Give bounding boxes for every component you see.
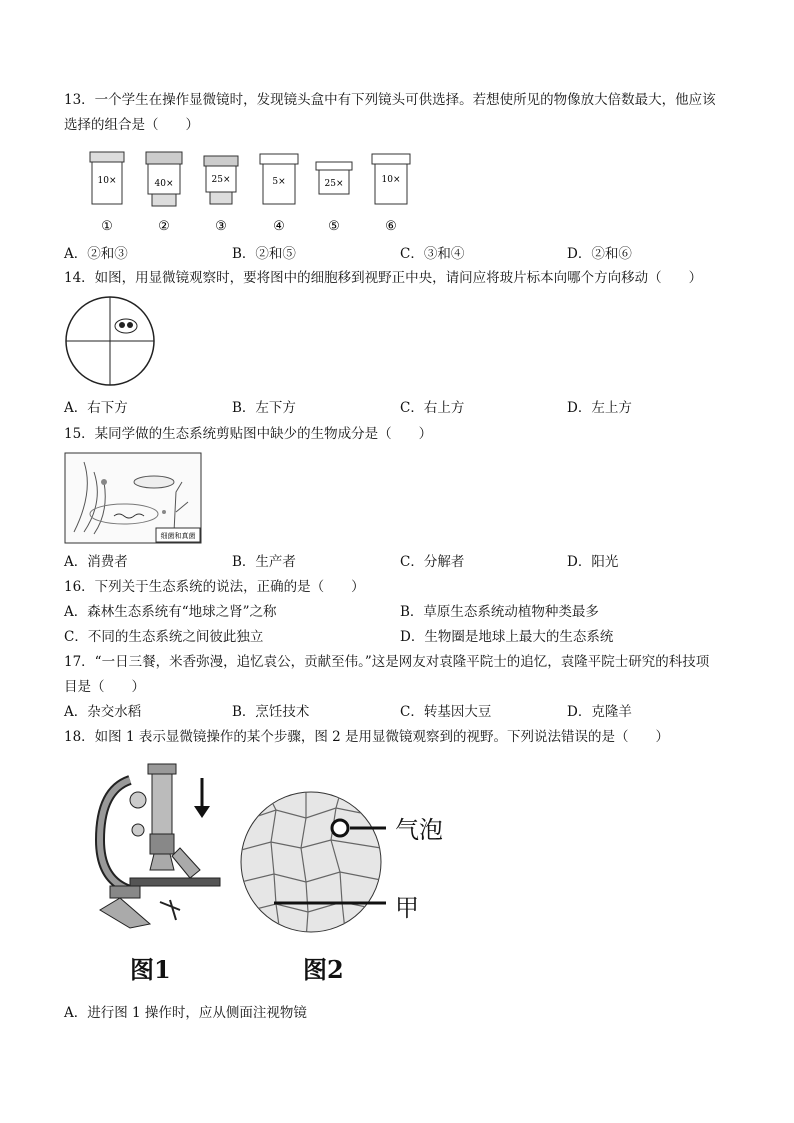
- bubble-icon: [332, 820, 348, 836]
- down-arrow-icon: [194, 778, 210, 818]
- lens-set-figure: [80, 148, 440, 238]
- fig2-label: 图2: [303, 955, 344, 984]
- cell-icon: [115, 319, 137, 333]
- q16-option-c[interactable]: C．不同的生态系统之间彼此独立: [64, 629, 264, 645]
- lens-2-num: ②: [158, 219, 170, 234]
- q17-stem-line1: 17．“一日三餐，米香弥漫，追忆袁公，贡献至伟。”这是网友对袁隆平院士的追忆，袁隆平院士研究的科技项: [64, 654, 710, 670]
- q16-option-a[interactable]: A．森林生态系统有“地球之肾”之称: [64, 604, 277, 620]
- q17-option-d[interactable]: D．克隆羊: [567, 704, 632, 720]
- q13-stem-line1: 13．一个学生在操作显微镜时，发现镜头盒中有下列镜头可供选择。若想使所见的物像放大倍数最大，他应该: [64, 92, 716, 108]
- lens-1-icon: [90, 152, 124, 204]
- q15-option-d[interactable]: D．阳光: [567, 554, 619, 570]
- lens-5-num: ⑤: [328, 219, 340, 234]
- collage-label: 细菌和真菌: [160, 532, 196, 540]
- lens-4-mag: 5×: [272, 177, 286, 187]
- q17-stem-line2: 目是（ ）: [64, 679, 145, 695]
- lens-6-num: ⑥: [385, 219, 397, 234]
- q13-option-c[interactable]: C．③和④: [400, 246, 465, 262]
- lens-2-mag: 40×: [154, 179, 174, 189]
- q16-option-b[interactable]: B．草原生态系统动植物种类最多: [400, 604, 599, 620]
- q15-option-b[interactable]: B．生产者: [232, 554, 296, 570]
- q18-stem: 18．如图 1 表示显微镜操作的某个步骤，图 2 是用显微镜观察到的视野。下列说法错误的是（ ）: [64, 729, 670, 745]
- microscope-field-figure: [64, 296, 160, 388]
- q14-option-b[interactable]: B．左下方: [232, 400, 296, 416]
- q17-option-b[interactable]: B．烹饪技术: [232, 704, 310, 720]
- q13-option-a[interactable]: A．②和③: [64, 246, 128, 262]
- ecosystem-collage-figure: [64, 452, 202, 544]
- lens-4-icon: [260, 154, 298, 204]
- q14-stem: 14．如图，用显微镜观察时，要将图中的细胞移到视野正中央，请问应将玻片标本向哪个方向移动（ ）: [64, 270, 703, 286]
- q16-option-d[interactable]: D．生物圈是地球上最大的生态系统: [400, 629, 614, 645]
- q16-stem: 16．下列关于生态系统的说法，正确的是（ ）: [64, 579, 365, 595]
- q13-option-d[interactable]: D．②和⑥: [567, 246, 632, 262]
- lens-3-mag: 25×: [211, 175, 231, 185]
- lens-3-num: ③: [215, 219, 227, 234]
- q15-option-c[interactable]: C．分解者: [400, 554, 465, 570]
- q13-option-b[interactable]: B．②和⑤: [232, 246, 296, 262]
- lens-1-mag: 10×: [97, 176, 117, 186]
- fig1-label: 图1: [130, 955, 171, 984]
- microscope-figure: [90, 760, 230, 930]
- q14-option-a[interactable]: A．右下方: [64, 400, 128, 416]
- lens-5-icon: [316, 162, 352, 194]
- q14-option-c[interactable]: C．右上方: [400, 400, 465, 416]
- lens-3-icon: [204, 156, 238, 204]
- bubble-label: 气泡: [395, 816, 443, 844]
- lens-1-num: ①: [101, 219, 113, 234]
- lens-6-mag: 10×: [381, 175, 401, 185]
- q17-option-a[interactable]: A．杂交水稻: [64, 704, 142, 720]
- q14-option-d[interactable]: D．左上方: [567, 400, 632, 416]
- q18-option-a[interactable]: A．进行图 1 操作时，应从侧面注视物镜: [64, 1005, 307, 1021]
- jia-label: 甲: [395, 894, 419, 922]
- lens-2-icon: [146, 152, 182, 206]
- q15-option-a[interactable]: A．消费者: [64, 554, 128, 570]
- lens-4-num: ④: [273, 219, 285, 234]
- lens-6-icon: [372, 154, 410, 204]
- q17-option-c[interactable]: C．转基因大豆: [400, 704, 492, 720]
- q13-stem-line2: 选择的组合是（ ）: [64, 117, 199, 133]
- q15-stem: 15．某同学做的生态系统剪贴图中缺少的生物成分是（ ）: [64, 426, 433, 442]
- lens-5-mag: 25×: [324, 179, 344, 189]
